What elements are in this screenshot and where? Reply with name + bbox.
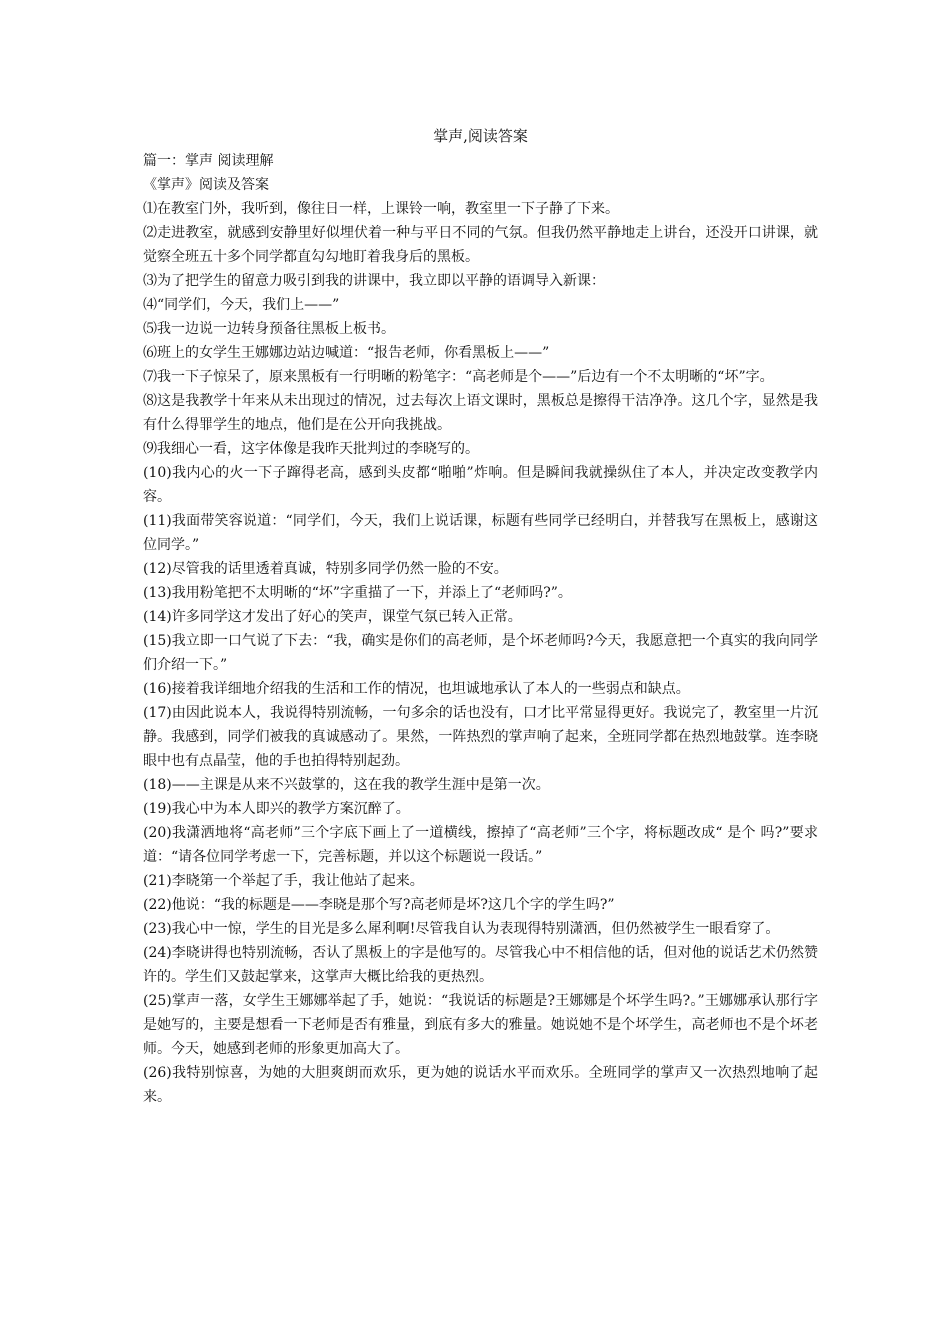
paragraph: (23)我心中一惊，学生的目光是多么犀利啊!尽管我自认为表现得特别潇洒，但仍然被学生一眼看穿了。 [143, 921, 780, 937]
paragraph: (26)我特别惊喜，为她的大胆爽朗而欢乐，更为她的说话水平而欢乐。全班同学的掌声又一次热烈地响了起来。 [143, 1065, 818, 1105]
paragraph: (12)尽管我的话里透着真诚，特别多同学仍然一脸的不安。 [143, 561, 508, 577]
paragraph: (11)我面带笑容说道：“同学们，今天，我们上说话课，标题有些同学已经明白，并替我写在黑板上，感谢这位同学。” [143, 513, 818, 553]
paragraph: (24)李晓讲得也特别流畅，否认了黑板上的字是他写的。尽管我心中不相信他的话，但对他的说话艺术仍然赞许的。学生们又鼓起掌来，这掌声大概比给我的更热烈。 [143, 945, 818, 985]
paragraph: (10)我内心的火一下子蹿得老高，感到头皮都“啪啪”炸响。但是瞬间我就操纵住了本人，并决定改变教学内容。 [143, 465, 818, 505]
paragraph: (19)我心中为本人即兴的教学方案沉醉了。 [143, 801, 410, 817]
paragraph: 篇一：掌声 阅读理解 [143, 153, 274, 169]
paragraph: ⑺我一下子惊呆了，原来黑板有一行明晰的粉笔字：“高老师是个——”后边有一个不太明晰的“坏”字。 [143, 369, 774, 385]
paragraph: (22)他说：“我的标题是——李晓是那个写?高老师是坏?这几个字的学生吗?” [143, 897, 615, 913]
paragraph: ⑶为了把学生的留意力吸引到我的讲课中，我立即以平静的语调导入新课： [143, 273, 605, 289]
paragraph: (17)由因此说本人，我说得特别流畅，一句多余的话也没有，口才比平常显得更好。我说完了，教室里一片沉静。我感到，同学们被我的真诚感动了。果然，一阵热烈的掌声响了起来，全班同学都在热烈地鼓掌。连李晓眼中也有点晶莹，他的手也拍得特别起劲。 [143, 705, 818, 769]
document-body [143, 149, 818, 1109]
paragraph: (18)——主课是从来不兴鼓掌的，这在我的教学生涯中是第一次。 [143, 777, 550, 793]
paragraph: (21)李晓第一个举起了手，我让他站了起来。 [143, 873, 424, 889]
paragraph: (14)许多同学这才发出了好心的笑声，课堂气氛已转入正常。 [143, 609, 522, 625]
document-page [143, 125, 818, 1109]
document-title: 掌声,阅读答案 [433, 127, 528, 145]
paragraph: ⑵走进教室，就感到安静里好似埋伏着一种与平日不同的气氛。但我仍然平静地走上讲台，还没开口讲课，就觉察全班五十多个同学都直勾勾地盯着我身后的黑板。 [143, 225, 818, 265]
paragraph: ⑴在教室门外，我听到，像往日一样，上课铃一响，教室里一下子静了下来。 [143, 201, 619, 217]
paragraph: ⑻这是我教学十年来从未出现过的情况，过去每次上语文课时，黑板总是擦得干洁净净。这几个字，显然是我有什么得罪学生的地点，他们是在公开向我挑战。 [143, 393, 818, 433]
paragraph: ⑼我细心一看，这字体像是我昨天批判过的李晓写的。 [143, 441, 479, 457]
paragraph: ⑸我一边说一边转身预备往黑板上板书。 [143, 321, 395, 337]
paragraph: (15)我立即一口气说了下去：“我，确实是你们的高老师，是个坏老师吗?今天，我愿意把一个真实的我向同学们介绍一下。” [143, 633, 818, 673]
paragraph: (20)我潇洒地将“高老师”三个字底下画上了一道横线，擦掉了“高老师”三个字，将标题改成“ 是个 吗?”要求道：“请各位同学考虑一下，完善标题，并以这个标题说一段话。” [143, 825, 818, 865]
paragraph: ⑷“同学们，今天，我们上——” [143, 297, 340, 313]
paragraph: (16)接着我详细地介绍我的生活和工作的情况，也坦诚地承认了本人的一些弱点和缺点。 [143, 681, 690, 697]
paragraph: (25)掌声一落，女学生王娜娜举起了手，她说：“我说话的标题是?王娜娜是个坏学生吗?。”王娜娜承认那行字是她写的，主要是想看一下老师是否有雅量，到底有多大的雅量。她说她不是个坏学生，高老师也不是个坏老师。今天，她感到老师的形象更加高大了。 [143, 993, 818, 1057]
paragraph: (13)我用粉笔把不太明晰的“坏”字重描了一下，并添上了“老师吗?”。 [143, 585, 572, 601]
paragraph: 《掌声》阅读及答案 [143, 177, 269, 193]
paragraph: ⑹班上的女学生王娜娜边站边喊道：“报告老师，你看黑板上——” [143, 345, 550, 361]
